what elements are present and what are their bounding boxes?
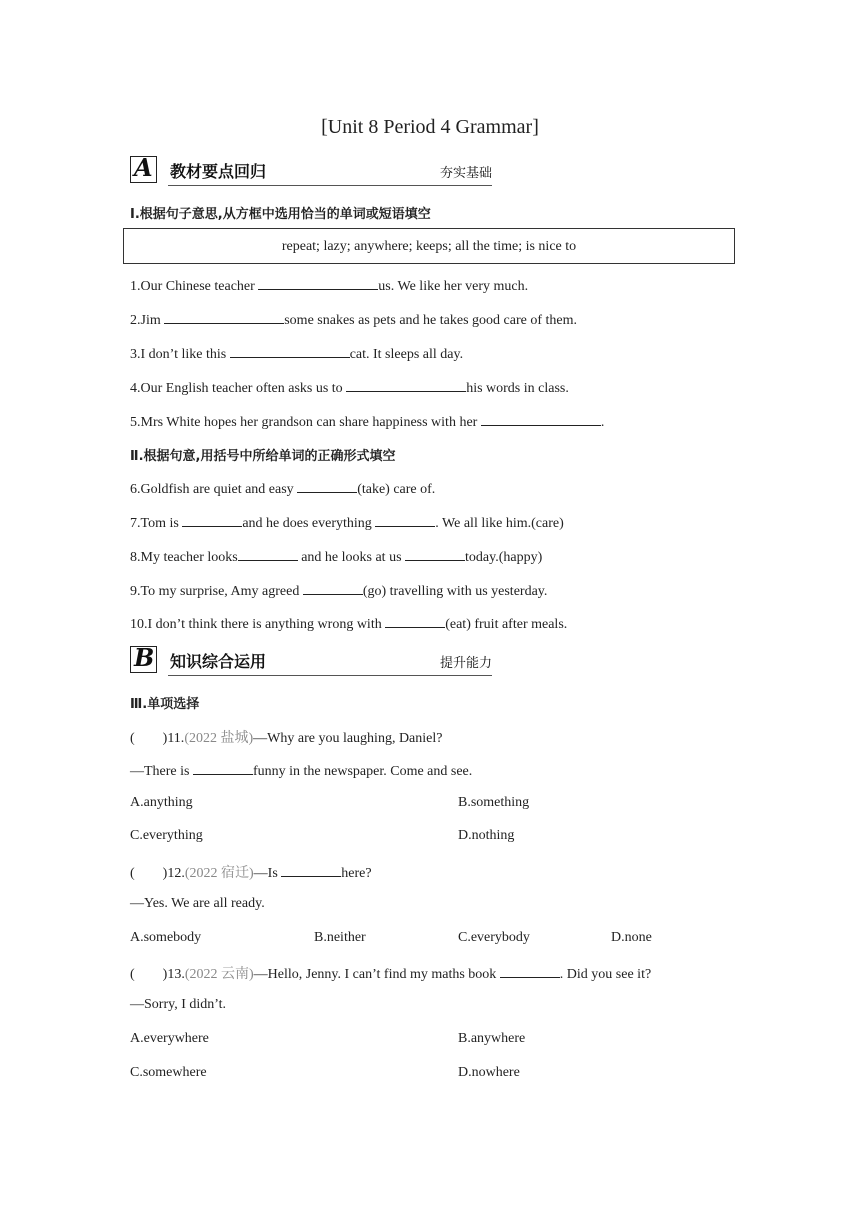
q8-text-b: and he looks at us <box>297 550 406 565</box>
question-5 <box>130 412 604 431</box>
q9-text-a: 9.To my surprise, Amy agreed <box>130 584 303 599</box>
section-b-title: 知识综合运用 <box>170 652 267 671</box>
q3-text-a: 3.I don’t like this <box>130 347 230 362</box>
q12-option-c[interactable]: C.everybody <box>458 930 530 945</box>
question-6 <box>130 479 435 498</box>
q1-blank[interactable] <box>258 276 378 290</box>
section-a-rule <box>168 185 492 186</box>
q10-blank[interactable] <box>385 614 445 628</box>
q7-blank-2[interactable] <box>375 513 435 527</box>
q7-blank-1[interactable] <box>182 513 242 527</box>
section-a-title: 教材要点回归 <box>170 162 267 181</box>
q2-text-a: 2.Jim <box>130 313 165 328</box>
q5-text-a: 5.Mrs White hopes her grandson can share happiness with her <box>130 415 481 430</box>
question-3 <box>130 344 463 363</box>
q4-text-a: 4.Our English teacher often asks us to <box>130 381 347 396</box>
q3-text-b: cat. It sleeps all day. <box>349 347 464 362</box>
q9-blank[interactable] <box>303 581 363 595</box>
q13-option-b[interactable]: B.anywhere <box>458 1031 526 1046</box>
question-8 <box>130 547 542 566</box>
q12-blank[interactable] <box>281 863 341 877</box>
q13-stem-b: . Did you see it? <box>559 967 652 982</box>
q12-paren: ( )12. <box>130 866 185 881</box>
question-12-line2: —Yes. We are all ready. <box>130 896 265 911</box>
q12-source: (2022 宿迁) <box>184 866 254 881</box>
word-box: repeat; lazy; anywhere; keeps; all the time; is nice to <box>123 228 735 264</box>
section-a-banner <box>130 153 492 186</box>
q11-option-d[interactable]: D.nothing <box>458 828 515 843</box>
q11-line2-a: —There is <box>130 764 193 779</box>
section-b-letter: B <box>134 643 155 672</box>
q11-option-a[interactable]: A.anything <box>130 795 193 810</box>
q4-blank[interactable] <box>346 378 466 392</box>
question-9 <box>130 581 547 600</box>
q12-option-d[interactable]: D.none <box>611 930 652 945</box>
q11-option-b[interactable]: B.something <box>458 795 530 810</box>
q12-option-b[interactable]: B.neither <box>314 930 366 945</box>
q11-blank[interactable] <box>193 761 253 775</box>
q13-option-c[interactable]: C.somewhere <box>130 1065 207 1080</box>
q11-stem: —Why are you laughing, Daniel? <box>253 731 443 746</box>
q11-paren: ( )11. <box>130 731 185 746</box>
part3-heading: Ⅲ.单项选择 <box>130 697 200 712</box>
question-2 <box>130 310 577 329</box>
question-12 <box>130 862 372 882</box>
q7-text-b: and he does everything <box>242 516 376 531</box>
q1-text-b: us. We like her very much. <box>378 279 529 294</box>
q11-line2-b: funny in the newspaper. Come and see. <box>252 764 473 779</box>
q10-text-b: (eat) fruit after meals. <box>445 617 568 632</box>
question-13 <box>130 963 651 983</box>
section-a-letter: A <box>134 153 153 182</box>
q2-text-b: some snakes as pets and he takes good care of them. <box>284 313 577 328</box>
q7-text-a: 7.Tom is <box>130 516 183 531</box>
q12-stem-a: —Is <box>253 866 282 881</box>
section-b-badge <box>130 643 157 673</box>
q8-blank-2[interactable] <box>405 547 465 561</box>
part2-heading: Ⅱ.根据句意,用括号中所给单词的正确形式填空 <box>130 449 396 464</box>
q11-source: (2022 盐城) <box>184 731 254 746</box>
q13-blank[interactable] <box>500 964 560 978</box>
page-title: [Unit 8 Period 4 Grammar] <box>321 116 539 138</box>
section-a-badge <box>130 153 157 183</box>
q13-option-a[interactable]: A.everywhere <box>130 1031 209 1046</box>
q13-paren: ( )13. <box>130 967 185 982</box>
q6-text-a: 6.Goldfish are quiet and easy <box>130 482 298 497</box>
question-11 <box>130 727 442 747</box>
section-b-tag: 提升能力 <box>439 656 492 671</box>
q12-stem-b: here? <box>341 866 372 881</box>
q4-text-b: his words in class. <box>466 381 569 396</box>
section-b-rule <box>168 675 492 676</box>
q10-text-a: 10.I don’t think there is anything wrong with <box>130 617 386 632</box>
q3-blank[interactable] <box>230 344 350 358</box>
q6-text-b: (take) care of. <box>357 482 436 497</box>
q12-option-a[interactable]: A.somebody <box>130 930 202 945</box>
q13-source: (2022 云南) <box>184 967 254 982</box>
section-b-banner <box>130 643 492 676</box>
question-10 <box>130 614 567 633</box>
question-7 <box>130 513 564 532</box>
q5-blank[interactable] <box>481 412 601 426</box>
q7-text-c: . We all like him.(care) <box>435 516 564 531</box>
q13-stem-a: —Hello, Jenny. I can’t find my maths book <box>253 967 500 982</box>
q8-blank-1[interactable] <box>238 547 298 561</box>
q11-option-c[interactable]: C.everything <box>130 828 203 843</box>
q5-text-b: . <box>600 415 605 430</box>
q1-text-a: 1.Our Chinese teacher <box>130 279 259 294</box>
question-1 <box>130 276 528 295</box>
section-a-tag: 夯实基础 <box>439 166 492 181</box>
q6-blank[interactable] <box>297 479 357 493</box>
question-13-line2: —Sorry, I didn’t. <box>130 997 227 1012</box>
q8-text-c: today.(happy) <box>465 550 543 565</box>
q2-blank[interactable] <box>164 310 284 324</box>
q8-text-a: 8.My teacher looks <box>130 550 238 565</box>
question-11-line2 <box>130 761 472 780</box>
question-4 <box>130 378 569 397</box>
part1-heading: Ⅰ.根据句子意思,从方框中选用恰当的单词或短语填空 <box>130 207 431 222</box>
q9-text-b: (go) travelling with us yesterday. <box>362 584 548 599</box>
q13-option-d[interactable]: D.nowhere <box>458 1065 520 1080</box>
